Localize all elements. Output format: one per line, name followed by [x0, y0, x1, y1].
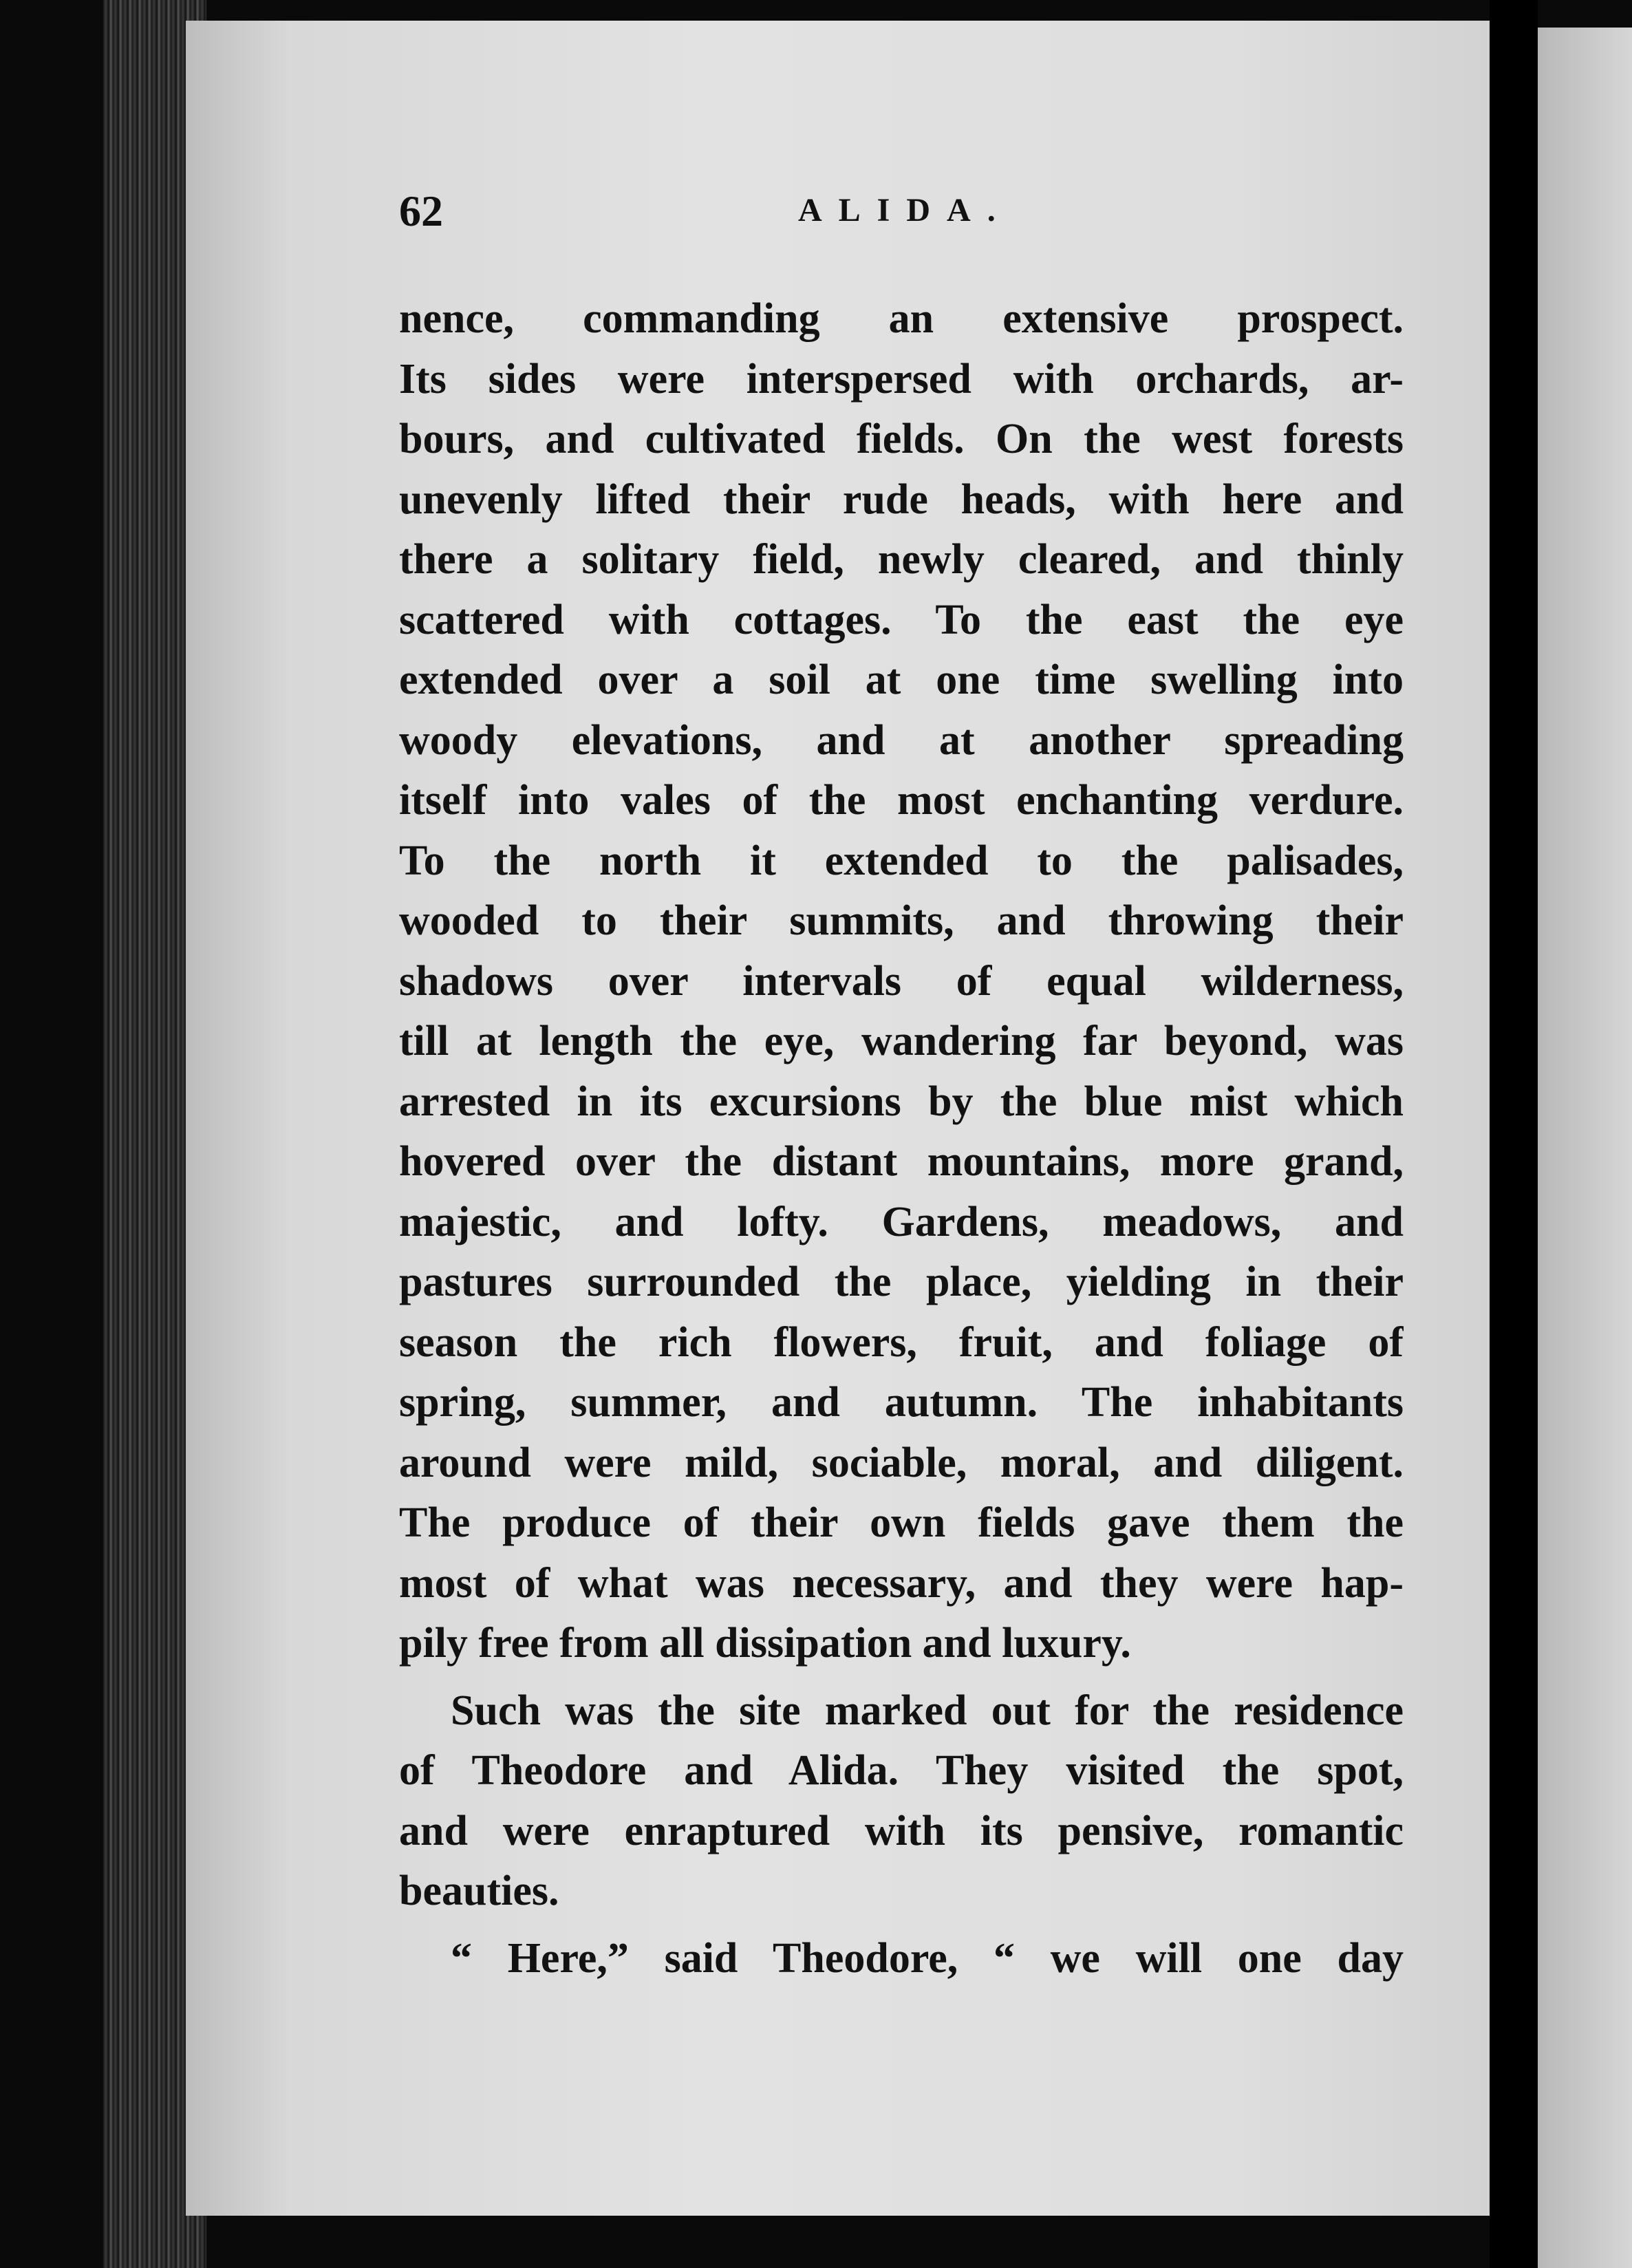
paragraph-1	[399, 289, 1404, 1674]
text-line: The produce of their own fields gave them the	[399, 1499, 1404, 1546]
text-line: bours, and cultivated fields. On the west forests	[399, 416, 1404, 462]
text-line: wooded to their summits, and throwing their	[399, 897, 1404, 944]
text-line: majestic, and lofty. Gardens, meadows, and	[399, 1198, 1404, 1245]
text-line: arrested in its excursions by the blue mist which	[399, 1078, 1404, 1125]
text-line: spring, summer, and autumn. The inhabitants	[399, 1379, 1404, 1426]
text-line: “ Here,” said Theodore, “ we will one day	[451, 1934, 1404, 1982]
running-title: ALIDA.	[798, 192, 1012, 228]
text-line: itself into vales of the most enchanting verdure.	[399, 777, 1404, 824]
text-line: around were mild, sociable, moral, and diligent.	[399, 1439, 1404, 1486]
text-line: beauties.	[399, 1868, 559, 1914]
text-line: scattered with cottages. To the east the eye	[399, 596, 1404, 643]
text-line: till at length the eye, wandering far beyond, was	[399, 1018, 1404, 1065]
text-line: Such was the site marked out for the residence	[451, 1687, 1404, 1734]
paragraph-3	[399, 1929, 1404, 1989]
text-line: most of what was necessary, and they were hap-	[399, 1559, 1404, 1607]
text-line: season the rich flowers, fruit, and foliage of	[399, 1318, 1404, 1366]
running-head	[399, 186, 1404, 255]
text-line: unevenly lifted their rude heads, with here and	[399, 475, 1404, 523]
book-gutter	[1490, 0, 1538, 2268]
text-line: Its sides were interspersed with orchards, ar-	[399, 355, 1404, 403]
text-line: pastures surrounded the place, yielding in their	[399, 1259, 1404, 1305]
paragraph-2	[399, 1681, 1404, 1922]
text-line: and were enraptured with its pensive, romantic	[399, 1807, 1404, 1854]
text-line: pily free from all dissipation and luxury.	[399, 1620, 1131, 1667]
text-line: shadows over intervals of equal wilderness,	[399, 957, 1404, 1005]
page-number: 62	[399, 186, 443, 235]
text-line: of Theodore and Alida. They visited the spot,	[399, 1747, 1404, 1794]
facing-page-edge	[1538, 28, 1632, 2268]
text-line: there a solitary field, newly cleared, and thinly	[399, 536, 1404, 583]
text-line: extended over a soil at one time swelling into	[399, 656, 1404, 703]
text-line: To the north it extended to the palisades,	[399, 837, 1404, 884]
body-text	[399, 289, 1404, 1989]
text-line: nence, commanding an extensive prospect.	[399, 295, 1404, 342]
text-line: woody elevations, and at another spreading	[399, 716, 1404, 764]
text-line: hovered over the distant mountains, more grand,	[399, 1138, 1404, 1185]
